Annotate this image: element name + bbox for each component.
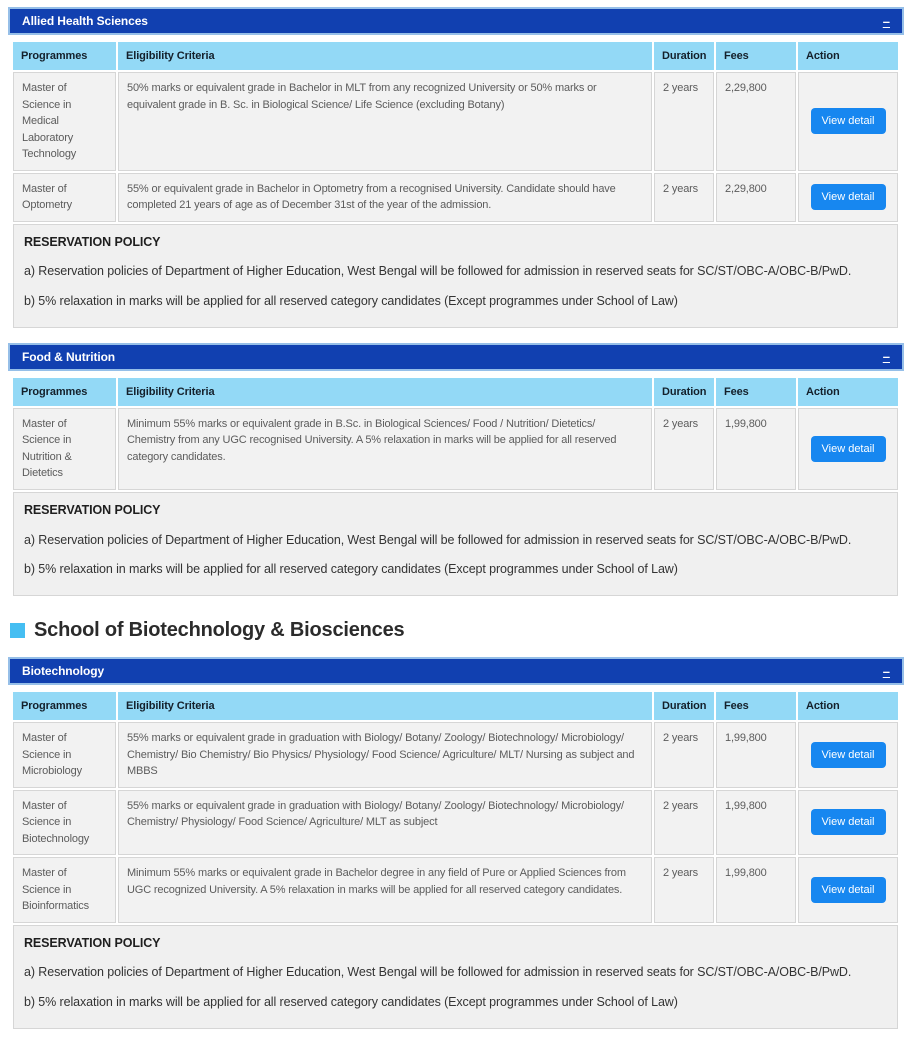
accordion-header-food-nutrition[interactable] [8,343,904,371]
panel-food-nutrition [8,343,904,598]
column-header-duration: Duration [654,692,714,720]
criteria-cell: Minimum 55% marks or equivalent grade in Bachelor degree in any field of Pure or Applied Sciences from UGC recognized University. A 5% relaxation in marks will be applied for all reserved category candidates. [118,857,652,923]
fees-cell: 1,99,800 [716,857,796,923]
duration-cell: 2 years [654,72,714,171]
programme-cell: Master of Science in Biotechnology [13,790,116,856]
column-header-fees: Fees [716,692,796,720]
reservation-policy-row [13,492,898,596]
collapse-minus-icon[interactable]: – [882,13,890,29]
criteria-cell: 55% or equivalent grade in Bachelor in Optometry from a recognised University. Candidate should have completed 21 years of age as of December 31st of the year of the admission. [118,173,652,222]
view-detail-button[interactable]: View detail [811,742,886,768]
criteria-cell: 50% marks or equivalent grade in Bachelor in MLT from any recognized University or 50% marks or equivalent grade in B. Sc. in Biological Science/ Life Science (excluding Botany) [118,72,652,171]
reservation-policy-line-a: a) Reservation policies of Department of Higher Education, West Bengal will be followed for admission in reserved seats for SC/ST/OBC-A/OBC-B/PwD. [24,264,852,279]
table-row [13,408,898,490]
table-header-row [13,42,898,70]
collapse-minus-icon[interactable]: – [882,349,890,365]
reservation-policy-line-b: b) 5% relaxation in marks will be applied for all reserved category candidates (Except programmes under School of Law) [24,995,678,1009]
column-header-action: Action [798,378,898,406]
criteria-cell: Minimum 55% marks or equivalent grade in B.Sc. in Biological Sciences/ Food / Nutrition/ Dietetics/ Chemistry from any UGC recognised University. A 5% relaxation in marks will be applied for all reserved category candidates. [118,408,652,490]
accordion-title: Biotechnology [22,664,105,678]
reservation-policy-line-a: a) Reservation policies of Department of Higher Education, West Bengal will be followed for admission in reserved seats for SC/ST/OBC-A/OBC-B/PwD. [24,532,852,547]
school-heading-text: School of Biotechnology & Biosciences [34,619,405,641]
programmes-table [11,40,900,330]
accordion-header-allied-health-sciences[interactable] [8,7,904,35]
table-row [13,72,898,171]
duration-cell: 2 years [654,173,714,222]
action-cell [798,173,898,222]
view-detail-button[interactable]: View detail [811,436,886,462]
table-row [13,722,898,788]
duration-cell: 2 years [654,790,714,856]
fees-cell: 1,99,800 [716,722,796,788]
criteria-cell: 55% marks or equivalent grade in graduation with Biology/ Botany/ Zoology/ Biotechnology/ Microbiology/ Chemistry/ Bio Chemistry/ Bio Physics/ Physiology/ Food Science/ Agriculture/ MLT/ Nursing as subject and MBBS [118,722,652,788]
criteria-cell: 55% marks or equivalent grade in graduation with Biology/ Botany/ Zoology/ Biotechnology/ Microbiology/ Chemistry/ Physiology/ Food Science/ Agriculture/ MLT as subject [118,790,652,856]
view-detail-button[interactable]: View detail [811,809,886,835]
reservation-policy [13,925,898,1029]
panel-allied-health-sciences [8,7,904,330]
action-cell [798,857,898,923]
fees-cell: 2,29,800 [716,72,796,171]
fees-cell: 1,99,800 [716,408,796,490]
column-header-programmes: Programmes [13,378,116,406]
school-heading [10,619,902,642]
fees-cell: 2,29,800 [716,173,796,222]
view-detail-button[interactable]: View detail [811,108,886,134]
programme-cell: Master of Science in Microbiology [13,722,116,788]
view-detail-button[interactable]: View detail [811,877,886,903]
reservation-policy-title: RESERVATION POLICY [24,234,161,249]
reservation-policy-line-b: b) 5% relaxation in marks will be applied for all reserved category candidates (Except programmes under School of Law) [24,294,678,308]
collapse-minus-icon[interactable]: – [882,663,890,679]
accordion-title: Food & Nutrition [22,349,116,364]
section-bullet-icon [10,623,25,638]
reservation-policy-title: RESERVATION POLICY [24,502,161,517]
table-row [13,857,898,923]
column-header-programmes: Programmes [13,42,116,70]
programme-cell: Master of Optometry [13,173,116,222]
column-header-eligibility: Eligibility Criteria [118,42,652,70]
programme-cell: Master of Science in Bioinformatics [13,857,116,923]
accordion-header-biotechnology[interactable] [8,657,904,685]
reservation-policy-line-a: a) Reservation policies of Department of Higher Education, West Bengal will be followed for admission in reserved seats for SC/ST/OBC-A/OBC-B/PwD. [24,965,852,980]
table-header-row [13,378,898,406]
duration-cell: 2 years [654,408,714,490]
column-header-duration: Duration [654,42,714,70]
column-header-action: Action [798,692,898,720]
duration-cell: 2 years [654,857,714,923]
view-detail-button[interactable]: View detail [811,184,886,210]
column-header-eligibility: Eligibility Criteria [118,692,652,720]
programmes-table [11,690,900,1031]
action-cell [798,722,898,788]
column-header-fees: Fees [716,378,796,406]
table-row [13,790,898,856]
programmes-table [11,376,900,598]
panel-biotechnology [8,657,904,1031]
reservation-policy-title: RESERVATION POLICY [24,935,161,950]
reservation-policy [13,224,898,328]
column-header-fees: Fees [716,42,796,70]
reservation-policy-row [13,925,898,1029]
column-header-duration: Duration [654,378,714,406]
accordion-title: Allied Health Sciences [22,14,148,28]
action-cell [798,790,898,856]
column-header-programmes: Programmes [13,692,116,720]
action-cell [798,72,898,171]
programme-cell: Master of Science in Medical Laboratory Technology [13,72,116,171]
column-header-eligibility: Eligibility Criteria [118,378,652,406]
table-header-row [13,692,898,720]
action-cell [798,408,898,490]
fees-cell: 1,99,800 [716,790,796,856]
table-row [13,173,898,222]
duration-cell: 2 years [654,722,714,788]
programme-cell: Master of Science in Nutrition & Dietetics [13,408,116,490]
reservation-policy-line-b: b) 5% relaxation in marks will be applied for all reserved category candidates (Except programmes under School of Law) [24,562,678,577]
reservation-policy-row [13,224,898,328]
column-header-action: Action [798,42,898,70]
reservation-policy [13,492,898,596]
